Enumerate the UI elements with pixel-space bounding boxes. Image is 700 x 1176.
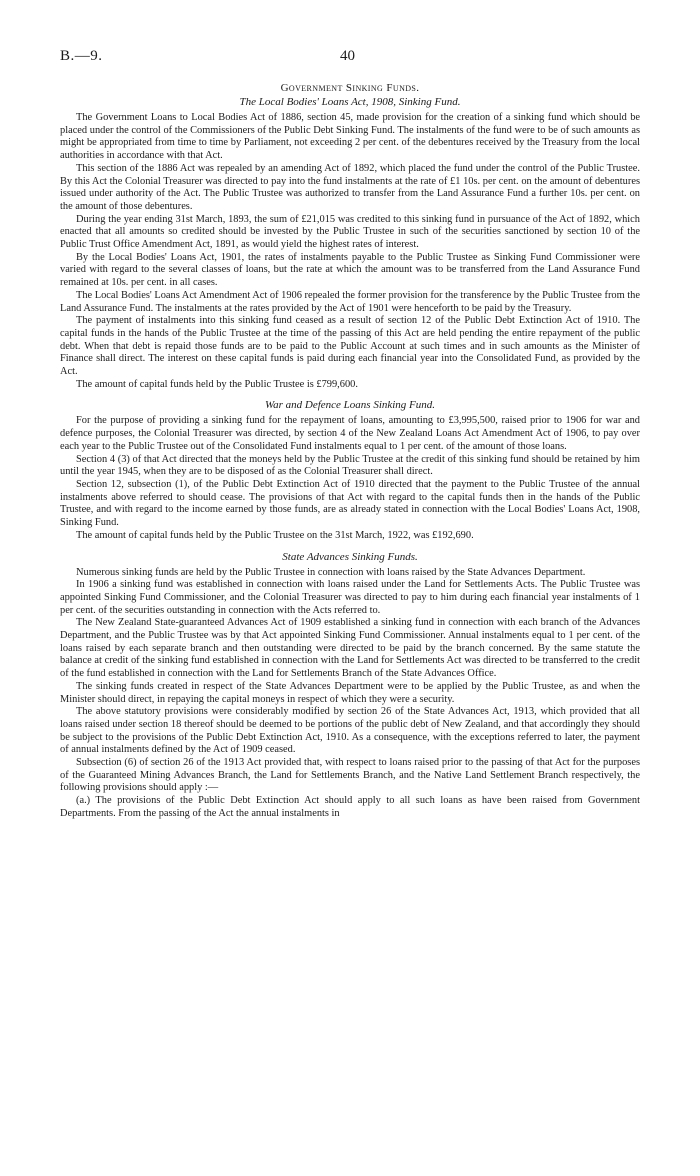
- body-paragraph: For the purpose of providing a sinking fund for the repayment of loans, amounting to £3,995,500, raised prior to 1906 for war and defence purposes, the Colonial Treasurer was directed, by section 4 of the New Zealand Loans Act Amendment Act of 1906, to pay over each year to the Public Trustee out of the Consolidated Fund instalments equal to 1 per cent. of the amount of those loans.: [60, 415, 640, 452]
- body-paragraph: The above statutory provisions were considerably modified by section 26 of the State Advances Act, 1913, which provided that all loans raised under section 18 thereof should be deemed to be portions of the public debt of New Zealand, and that accordingly they should be subject to the provisions of the Public Debt Extinction Act, 1910. As a consequence, with the exceptions referred to later, the payment of annual instalments defined by the Act of 1909 ceased.: [60, 706, 640, 756]
- body-paragraph: Numerous sinking funds are held by the Public Trustee in connection with loans raised by the State Advances Department.: [76, 566, 586, 578]
- section-heading: The Local Bodies' Loans Act, 1908, Sinking Fund.: [239, 96, 461, 108]
- section-heading: State Advances Sinking Funds.: [282, 550, 418, 563]
- sections-container: [60, 96, 640, 821]
- body-paragraph: Section 12, subsection (1), of the Public Debt Extinction Act of 1910 directed that the payment to the Public Trustee of the annual instalments above referred to should cease. The provisions of that Act with regard to the capital funds then in the hands of the Public Trustee, and with regard to the income earned by those funds, are as already stated in connection with the Local Bodies' Loans Act, 1908, Sinking Fund.: [60, 478, 640, 529]
- page-header: [60, 48, 640, 76]
- document-reference: B.—9.: [60, 48, 103, 64]
- body-paragraph: During the year ending 31st March, 1893, the sum of £21,015 was credited to this sinking fund in pursuance of the Act of 1892, which enacted that all amounts so credited should be invested by the Public Trustee in such of the securities sanctioned by section 10 of the Public Trust Office Amendment Act, 1891, as would yield the highest rates of interest.: [60, 213, 640, 251]
- document-page: [60, 48, 640, 821]
- body-paragraph: The sinking funds created in respect of the State Advances Department were to be applied by the Public Trustee, as and when the Minister should direct, in repaying the capital moneys in respect of which they were a security.: [60, 680, 640, 705]
- body-paragraph: The amount of capital funds held by the Public Trustee is £799,600.: [76, 378, 358, 390]
- body-paragraph: Section 4 (3) of that Act directed that the moneys held by the Public Trustee at the credit of this sinking fund should be retained by him until the year 1945, when they are to be disposed of as the Colonial Treasurer shall direct.: [60, 453, 640, 478]
- body-paragraph: The Local Bodies' Loans Act Amendment Act of 1906 repealed the former provision for the transference by the Public Trustee from the Land Assurance Fund. The instalments at the rates provided by the Act of 1901 were henceforth to be paid by the Treasury.: [60, 289, 640, 314]
- body-paragraph: The Government Loans to Local Bodies Act of 1886, section 45, made provision for the creation of a sinking fund which should be placed under the control of the Commissioners of the Public Debt Sinking Fund. The instalments of the fund were to be of such amounts as might be appropriated from time to time by Parliament, not exceeding 2 per cent. of the debentures received by the Treasury from the local authorities in accordance with that Act.: [60, 112, 640, 162]
- body-paragraph: The New Zealand State-guaranteed Advances Act of 1909 established a sinking fund in connection with each branch of the Advances Department, and the Public Trustee was by that Act appointed Sinking Fund Commissioner. Annual instalments equal to 1 per cent. of the loans raised by each separate branch and then outstanding were directed to be paid by the branch concerned. By the same statute the balance at credit of the sinking fund established in connection with the Land for Settlements Act was directed to be transferred to the credit of the fund established in connection with the Land for Settlements Branch of the State Advances Office.: [60, 617, 640, 680]
- body-paragraph: The payment of instalments into this sinking fund ceased as a result of section 12 of the Public Debt Extinction Act of 1910. The capital funds in the hands of the Public Trustee at the time of the passing of this Act are held pending the entire repayment of the public debt. When that debt is repaid those funds are to be paid to the Public Account at such times and in such amounts as the Minister of Finance shall direct. The interest on these capital funds is paid during each financial year into the Consolidated Fund, as provided by the Act.: [60, 315, 640, 378]
- body-paragraph: (a.) The provisions of the Public Debt Extinction Act should apply to all such loans as have been raised from Government Departments. From the passing of the Act the annual instalments in: [60, 795, 640, 819]
- body-paragraph: This section of the 1886 Act was repealed by an amending Act of 1892, which placed the fund under the control of the Public Trustee. By this Act the Colonial Treasurer was directed to pay into the fund instalments at the rate of £1 10s. per cent. on the amount of debentures issued under authority of the Act. The Public Trustee was authorized to transfer from the Land Assurance Fund a further 10s. per cent. on the amount of those debentures.: [60, 162, 640, 212]
- body-paragraph: Subsection (6) of section 26 of the 1913 Act provided that, with respect to loans raised prior to the passing of that Act for the purposes of the Guaranteed Mining Advances Branch, the Land for Settlements Branch, and the Native Land Settlement Branch respectively, the following provisions should apply :—: [60, 757, 640, 794]
- page-number: 40: [340, 48, 355, 64]
- body-paragraph: By the Local Bodies' Loans Act, 1901, the rates of instalments payable to the Public Trustee as Sinking Fund Commissioner were varied with regard to the several classes of loans, but the rate at which the amount was to be transferred from the Land Assurance Fund remained at 10s. per cent. in all cases.: [60, 251, 640, 289]
- body-paragraph: In 1906 a sinking fund was established in connection with loans raised under the Land for Settlements Acts. The Public Trustee was appointed Sinking Fund Commissioner, and the Colonial Treasurer was directed to pay to him during each financial year instalments of 1 per cent. of the securities outstanding in connection with the Acts referred to.: [60, 579, 640, 616]
- section-heading: War and Defence Loans Sinking Fund.: [264, 399, 436, 412]
- body-paragraph: The amount of capital funds held by the Public Trustee on the 31st March, 1922, was £192,690.: [76, 529, 474, 541]
- page-title: Government Sinking Funds.: [280, 82, 420, 94]
